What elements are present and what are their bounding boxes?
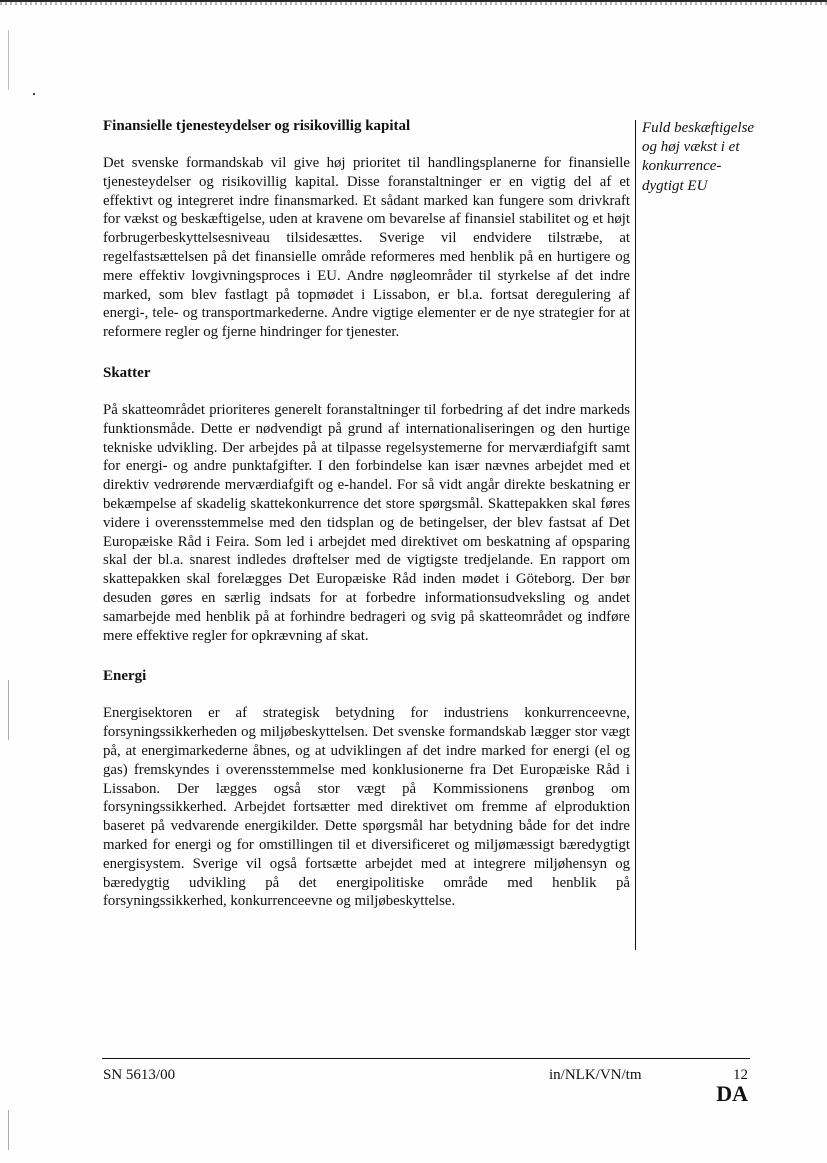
section-heading-taxes: Skatter [103,364,151,381]
language-code: DA [716,1081,748,1106]
scan-artifact [8,680,9,740]
section-body-taxes: På skatteområdet prioriteres generelt foranstaltninger til forbedring af det indre markeds funktionsmåde. Dette er nødvendigt på grund af internationaliseringen og den hurtige tekniske udvikling. Der arbejdes på at tilpasse regelsystemerne for merværdiafgift samt for energi- og andre punktafgifter. I den forbindelse kan især nævnes arbejdet med et direktiv vedrørende merværdiafgift og e-handel. For så vidt angår direkte beskatning er bekæmpelse af skadelig skattekonkurrence det store spørgsmål. Skattepakken skal føres videre i overensstemmelse med den tidsplan og de betingelser, der blev fastsat af Det Europæiske Råd i Feira. Som led i arbejdet med direktivet om beskatning af opsparing skal der bl.a. snarest indledes drøftelser med de vigtigste tredjelande. En rapport om skattepakken skal forelægges Det Europæiske Råd inden mødet i Göteborg. Der bør desuden gøres en særlig indsats for at forbedre informationsudveksling og andet samarbejde med henblik på at forhindre bedrageri og svig på skatteområdet og indføre mere effektive regler for opkrævning af skat. [103,401,630,644]
section-heading-financial-services: Finansielle tjenesteydelser og risikovillig kapital [103,118,411,134]
scan-artifact [33,93,35,95]
document-reference: SN 5613/00 [103,1067,176,1083]
section-heading-energy: Energi [103,668,147,685]
scan-artifact [8,30,9,90]
section-body-financial-services: Det svenske formandskab vil give høj prioritet til handlingsplanerne for finansielle tjenesteydelser og risikovillig kapital. Disse foranstaltninger er en vigtig del af et effektivt og integreret indre finansmarked. Et sådant marked kan fungere som drivkraft for vækst og beskæftigelse, uden at kravene om bevarelse af finansiel stabilitet og et højt forbrugerbeskyttelsesniveau tilsidesættes. Sverige vil endvidere tilstræbe, at regelfastsættelsen på det finansielle område reformeres med henblik på en hurtigere og mere effektiv lovgivningsproces i EU. Andre nøgleområder til styrkelse af det indre marked, som blev fastlagt på topmødet i Lissabon, er bl.a. fortsat deregulering af energi-, tele- og transportmarkederne. Andre vigtige elementer er de nye strategier for at reformere regler og fjerne hindringer for tjenester. [103,155,630,341]
page-number: 12 [733,1067,748,1083]
author-initials: in/NLK/VN/tm [549,1067,642,1083]
main-column [103,117,630,929]
footer-rule [102,1058,750,1059]
section-body-energy: Energisektoren er af strategisk betydning for industriens konkurrenceevne, forsyningssikkerheden og miljøbeskyttelsen. Det svenske formandskab lægger stor vægt på, at energimarkederne åbnes, og at udviklingen af det indre marked for energi (el og gas) fremskyndes i overensstemmelse med konklusionerne fra Det Europæiske Råd i Lissabon. Der lægges også stor vægt på Kommissionens grønbog om forsyningssikkerhed. Arbejdet fortsætter med direktivet om fremme af elproduktion baseret på vedvarende energikilder. Dette spørgsmål har betydning både for det indre marked for energi og for omstillingen til et diversificeret og miljømæssigt bæredygtigt energisystem. Sverige vil også fortsætte arbejdet med at integrere miljøhensyn og bæredygtig udvikling på det energipolitiske område med henblik på forsyningssikkerhed, konkurrenceevne og miljøbeskyttelse. [103,705,630,910]
margin-divider [635,120,636,950]
scan-artifact [8,1110,9,1150]
margin-note: Fuld beskæftigelse og høj vækst i et konkurrence-dygtigt EU [642,120,755,194]
top-border-rule [0,0,827,6]
